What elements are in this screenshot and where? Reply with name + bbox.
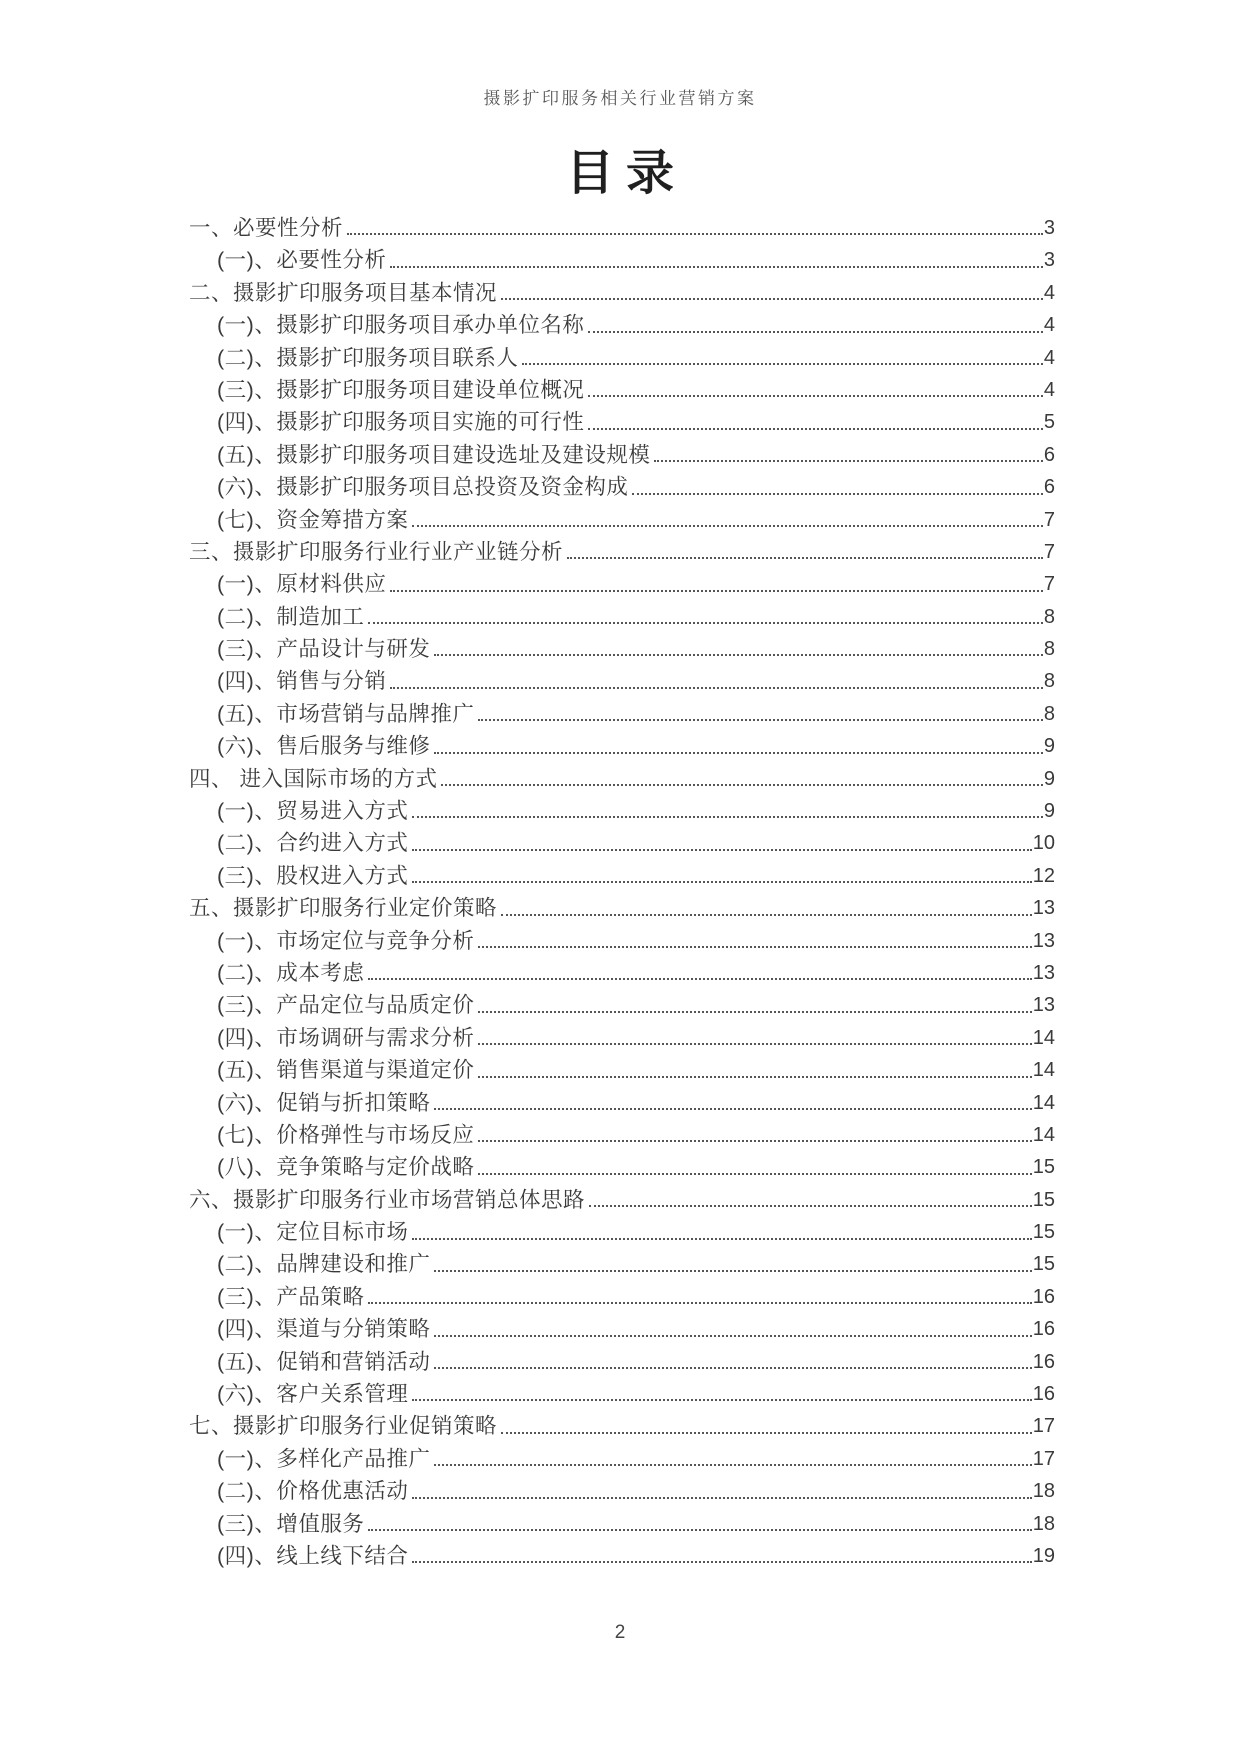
toc-leader-dots xyxy=(368,1529,1031,1531)
toc-leader-dots xyxy=(589,1205,1032,1207)
toc-leader-dots xyxy=(441,784,1042,786)
toc-entry[interactable] xyxy=(189,1443,1055,1475)
toc-leader-dots xyxy=(567,557,1043,559)
toc-entry-label: (五)、销售渠道与渠道定价 xyxy=(217,1058,475,1083)
toc-entry[interactable] xyxy=(189,1249,1055,1281)
toc-entry-page: 15 xyxy=(1032,1156,1055,1179)
toc-entry-page: 3 xyxy=(1043,249,1055,272)
toc-entry-label: (四)、摄影扩印服务项目实施的可行性 xyxy=(217,410,585,435)
toc-entry-page: 4 xyxy=(1043,378,1055,401)
toc-entry-page: 13 xyxy=(1032,994,1055,1017)
toc-entry[interactable] xyxy=(189,406,1055,438)
toc-entry[interactable] xyxy=(189,860,1055,892)
toc-leader-dots xyxy=(368,1302,1031,1304)
toc-entry-page: 14 xyxy=(1032,1091,1055,1114)
toc-entry[interactable] xyxy=(189,892,1055,924)
toc-entry-label: 五、摄影扩印服务行业定价策略 xyxy=(189,896,498,921)
page-number: 2 xyxy=(614,1622,626,1643)
toc-entry-label: (三)、产品设计与研发 xyxy=(217,637,431,662)
toc-entry[interactable] xyxy=(189,342,1055,374)
toc-leader-dots xyxy=(434,1108,1031,1110)
toc-leader-dots xyxy=(434,1335,1031,1337)
toc-leader-dots xyxy=(412,1238,1031,1240)
toc-leader-dots xyxy=(434,1270,1031,1272)
toc-entry[interactable] xyxy=(189,374,1055,406)
toc-entry-label: (六)、摄影扩印服务项目总投资及资金构成 xyxy=(217,475,629,500)
toc-leader-dots xyxy=(654,460,1043,462)
toc-entry-label: (二)、价格优惠活动 xyxy=(217,1479,409,1504)
toc-entry-label: (四)、市场调研与需求分析 xyxy=(217,1025,475,1050)
toc-entry[interactable] xyxy=(189,439,1055,471)
toc-entry-page: 16 xyxy=(1032,1318,1055,1341)
toc-entry-label: 三、摄影扩印服务行业行业产业链分析 xyxy=(189,539,564,564)
toc-entry-label: (二)、制造加工 xyxy=(217,604,365,629)
toc-leader-dots xyxy=(390,687,1043,689)
toc-entry[interactable] xyxy=(189,795,1055,827)
toc-entry-page: 8 xyxy=(1043,638,1055,661)
toc-leader-dots xyxy=(412,849,1031,851)
toc-entry-label: (六)、客户关系管理 xyxy=(217,1382,409,1407)
toc-entry-label: (六)、促销与折扣策略 xyxy=(217,1090,431,1115)
toc-entry-label: (七)、价格弹性与市场反应 xyxy=(217,1122,475,1147)
toc-entry[interactable] xyxy=(189,957,1055,989)
toc-entry-label: (二)、摄影扩印服务项目联系人 xyxy=(217,345,519,370)
toc-entry-page: 13 xyxy=(1032,897,1055,920)
toc-entry-page: 9 xyxy=(1043,735,1055,758)
toc-entry-page: 14 xyxy=(1032,1026,1055,1049)
toc-entry[interactable] xyxy=(189,763,1055,795)
toc-leader-dots xyxy=(347,233,1043,235)
toc-entry-label: (一)、必要性分析 xyxy=(217,248,387,273)
toc-entry[interactable] xyxy=(189,601,1055,633)
toc-leader-dots xyxy=(478,1076,1031,1078)
toc-entry[interactable] xyxy=(189,1184,1055,1216)
toc-entry-label: (一)、多样化产品推广 xyxy=(217,1446,431,1471)
toc-entry[interactable] xyxy=(189,925,1055,957)
toc-entry[interactable] xyxy=(189,1410,1055,1442)
document-header-title: 摄影扩印服务相关行业营销方案 xyxy=(483,89,757,108)
toc-entry-label: (三)、产品定位与品质定价 xyxy=(217,993,475,1018)
toc-entry-label: (四)、线上线下结合 xyxy=(217,1544,409,1568)
toc-entry[interactable] xyxy=(189,504,1055,536)
toc-title: 目录 xyxy=(565,147,686,200)
toc-entry[interactable] xyxy=(189,1313,1055,1345)
toc-entry[interactable] xyxy=(189,1378,1055,1410)
toc-entry-label: (五)、市场营销与品牌推广 xyxy=(217,701,475,726)
toc-leader-dots xyxy=(434,654,1043,656)
toc-entry-label: (三)、股权进入方式 xyxy=(217,863,409,888)
toc-entry[interactable] xyxy=(189,1281,1055,1313)
toc-entry-label: (三)、摄影扩印服务项目建设单位概况 xyxy=(217,377,585,402)
toc-entry-page: 13 xyxy=(1032,961,1055,984)
toc-leader-dots xyxy=(478,719,1043,721)
toc-leader-dots xyxy=(434,1464,1031,1466)
toc-entry[interactable] xyxy=(189,1216,1055,1248)
toc-entry[interactable] xyxy=(189,244,1055,276)
toc-entry[interactable] xyxy=(189,730,1055,762)
toc-entry[interactable] xyxy=(189,665,1055,697)
toc-entry-page: 16 xyxy=(1032,1383,1055,1406)
toc-entry-page: 8 xyxy=(1043,605,1055,628)
toc-entry-page: 4 xyxy=(1043,281,1055,304)
toc-entry-label: (二)、合约进入方式 xyxy=(217,831,409,856)
toc-entry[interactable] xyxy=(189,1087,1055,1119)
toc-entry[interactable] xyxy=(189,1540,1055,1572)
toc-leader-dots xyxy=(478,1140,1031,1142)
toc-entry[interactable] xyxy=(189,1475,1055,1507)
toc-entry[interactable] xyxy=(189,989,1055,1021)
toc-leader-dots xyxy=(632,493,1043,495)
toc-leader-dots xyxy=(478,1011,1031,1013)
toc-entry[interactable] xyxy=(189,309,1055,341)
toc-entry-page: 17 xyxy=(1032,1415,1055,1438)
toc-entry-page: 18 xyxy=(1032,1480,1055,1503)
toc-leader-dots xyxy=(368,978,1031,980)
toc-entry-page: 5 xyxy=(1043,411,1055,434)
toc-entry-label: (四)、销售与分销 xyxy=(217,669,387,694)
toc-entry-label: 七、摄影扩印服务行业促销策略 xyxy=(189,1414,498,1439)
toc-entry-page: 13 xyxy=(1032,929,1055,952)
toc-entry-page: 15 xyxy=(1032,1221,1055,1244)
toc-entry[interactable] xyxy=(189,1119,1055,1151)
toc-entry-label: (一)、贸易进入方式 xyxy=(217,799,409,824)
toc-leader-dots xyxy=(588,331,1043,333)
toc-entry-label: (一)、原材料供应 xyxy=(217,572,387,597)
toc-entry-page: 9 xyxy=(1043,767,1055,790)
toc-entry-page: 4 xyxy=(1043,346,1055,369)
toc-leader-dots xyxy=(588,395,1043,397)
toc-leader-dots xyxy=(412,1399,1031,1401)
toc-leader-dots xyxy=(412,525,1043,527)
toc-leader-dots xyxy=(478,946,1031,948)
toc-entry-label: 六、摄影扩印服务行业市场营销总体思路 xyxy=(189,1187,586,1212)
toc-entry[interactable] xyxy=(189,1022,1055,1054)
toc-leader-dots xyxy=(522,363,1043,365)
toc-entry-label: (六)、售后服务与维修 xyxy=(217,734,431,759)
toc-entry-page: 3 xyxy=(1043,216,1055,239)
toc-entry-page: 9 xyxy=(1043,800,1055,823)
toc-leader-dots xyxy=(412,816,1043,818)
toc-leader-dots xyxy=(412,881,1031,883)
toc-entry-label: (三)、增值服务 xyxy=(217,1511,365,1536)
toc-entry[interactable] xyxy=(189,827,1055,859)
toc-entry-page: 6 xyxy=(1043,476,1055,499)
toc-entry-label: (八)、竞争策略与定价战略 xyxy=(217,1155,475,1180)
toc-leader-dots xyxy=(368,622,1043,624)
toc-entry[interactable] xyxy=(189,277,1055,309)
toc-entry-label: (一)、定位目标市场 xyxy=(217,1220,409,1245)
toc-entry[interactable] xyxy=(189,212,1055,244)
toc-entry-label: (三)、产品策略 xyxy=(217,1284,365,1309)
toc-leader-dots xyxy=(434,1367,1031,1369)
toc-entry[interactable] xyxy=(189,568,1055,600)
toc-entry-page: 7 xyxy=(1043,540,1055,563)
toc-leader-dots xyxy=(501,298,1043,300)
toc-entry-label: (二)、成本考虑 xyxy=(217,960,365,985)
toc-leader-dots xyxy=(390,266,1043,268)
toc-entry-label: (一)、摄影扩印服务项目承办单位名称 xyxy=(217,313,585,338)
toc-entry-page: 14 xyxy=(1032,1123,1055,1146)
toc-entry[interactable] xyxy=(189,1151,1055,1183)
toc-leader-dots xyxy=(588,428,1043,430)
toc-entry-page: 16 xyxy=(1032,1350,1055,1373)
toc-leader-dots xyxy=(478,1043,1031,1045)
toc-list xyxy=(189,212,1055,1572)
toc-entry-label: (五)、摄影扩印服务项目建设选址及建设规模 xyxy=(217,442,651,467)
toc-leader-dots xyxy=(390,590,1043,592)
toc-entry-page: 10 xyxy=(1032,832,1055,855)
toc-entry-label: (五)、促销和营销活动 xyxy=(217,1349,431,1374)
toc-entry-label: (四)、渠道与分销策略 xyxy=(217,1317,431,1342)
toc-entry-page: 18 xyxy=(1032,1512,1055,1535)
toc-entry-label: 四、 进入国际市场的方式 xyxy=(189,766,438,791)
toc-entry-label: (二)、品牌建设和推广 xyxy=(217,1252,431,1277)
toc-entry-page: 12 xyxy=(1032,864,1055,887)
toc-leader-dots xyxy=(412,1497,1031,1499)
toc-entry-page: 15 xyxy=(1032,1188,1055,1211)
toc-entry-page: 7 xyxy=(1043,508,1055,531)
toc-entry-label: 一、必要性分析 xyxy=(189,215,344,240)
toc-entry-page: 4 xyxy=(1043,314,1055,337)
toc-entry[interactable] xyxy=(189,1508,1055,1540)
toc-leader-dots xyxy=(501,1432,1032,1434)
toc-entry[interactable] xyxy=(189,471,1055,503)
toc-leader-dots xyxy=(412,1561,1031,1563)
toc-entry-page: 19 xyxy=(1032,1545,1055,1567)
toc-entry-page: 14 xyxy=(1032,1059,1055,1082)
toc-entry-label: (七)、资金筹措方案 xyxy=(217,507,409,532)
toc-leader-dots xyxy=(434,752,1043,754)
toc-entry-page: 17 xyxy=(1032,1447,1055,1470)
toc-leader-dots xyxy=(501,914,1032,916)
toc-entry[interactable] xyxy=(189,698,1055,730)
toc-entry[interactable] xyxy=(189,1346,1055,1378)
toc-entry-label: (一)、市场定位与竞争分析 xyxy=(217,928,475,953)
toc-leader-dots xyxy=(478,1173,1031,1175)
toc-entry-label: 二、摄影扩印服务项目基本情况 xyxy=(189,280,498,305)
toc-entry-page: 6 xyxy=(1043,443,1055,466)
toc-entry-page: 15 xyxy=(1032,1253,1055,1276)
toc-entry-page: 16 xyxy=(1032,1285,1055,1308)
toc-entry-page: 7 xyxy=(1043,573,1055,596)
toc-entry[interactable] xyxy=(189,1054,1055,1086)
toc-entry-page: 8 xyxy=(1043,670,1055,693)
toc-entry[interactable] xyxy=(189,536,1055,568)
toc-entry[interactable] xyxy=(189,633,1055,665)
toc-entry-page: 8 xyxy=(1043,702,1055,725)
